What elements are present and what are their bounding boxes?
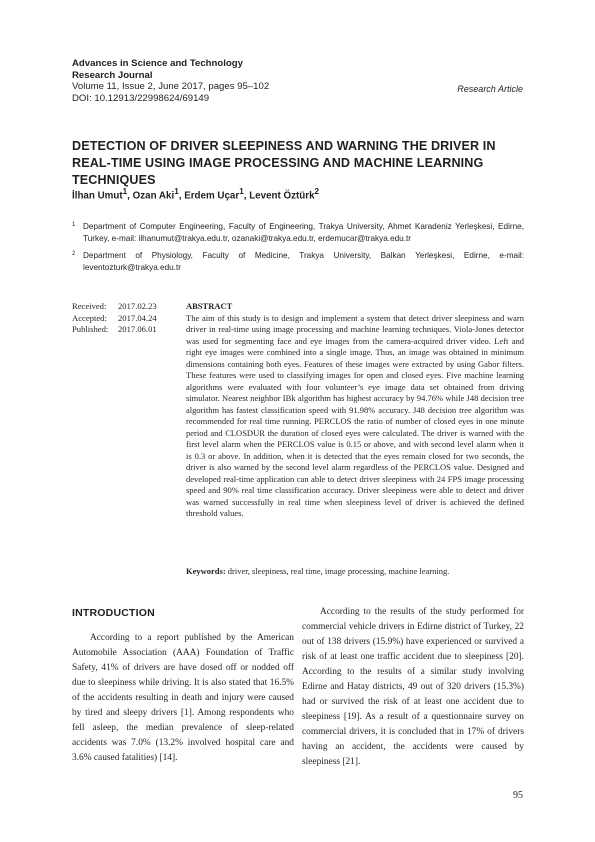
date-value: 2017.02.23 [118,301,157,311]
page-number: 95 [513,790,523,801]
date-published [72,324,157,336]
author-name: Levent Öztürk [249,190,315,202]
date-label: Received: [72,301,107,311]
date-accepted [72,313,157,325]
article-type: Research Article [457,84,523,94]
paragraph: According to the results of the study performed for commercial vehicle drivers in Edirne district of Turkey, 22 out of 138 drivers (15.9%) have experienced or survived a risk of at least one traffic accident due to sleepiness [20]. According to the results of a similar study involving Edirne and Hatay districts, 49 out of 320 drivers (15.3%) had or survived the risk of at least one accident due to sleepiness [19]. As a result of a questionnaire survey on commercial drivers, it is concluded that in 17% of drivers having an accident, the accidents were caused by sleepiness [21]. [302,607,524,767]
date-value: 2017.04.24 [118,312,157,323]
author-affiliation-mark: 1 [122,187,128,196]
author-affiliation-mark: 2 [314,187,320,196]
author-name: Ozan Aki [132,190,175,202]
affiliation-number: 1 [72,222,76,228]
journal-name-line1: Advances in Science and Technology [72,58,243,69]
date-label: Published: [72,324,109,335]
author-separator: , [178,190,185,202]
keywords-text: driver, sleepiness, real time, image processing, machine learning. [225,566,450,576]
author-separator: , [243,190,250,202]
journal-volume: Volume 11, Issue 2, June 2017, pages 95–102 [72,81,270,93]
abstract-text: The aim of this study is to design and implement a system that detect driver sleepiness and warn driver in real-time using image processing and machine learning techniques. Viola-Jones detector was used for segmenting face and eye images from the camera-acquired driver video. Left and right eye images were combined into a single image. Thus, an image was obtained in minimum dimensions containing both eyes. Features of these images were extracted by using Gabor filters. These features were used to classifying images for open and closed eyes. Five machine learning algorithms were evaluated with four volunteer’s eye image data set obtained from driving simulator. Nearest neighbor IBk algorithm has highest accuracy by 94.76% while J48 decision tree algorithm has fastest classification speed with 91.98% accuracy. J48 decision tree algorithm was recommended for real time running. PERCLOS the ratio of number of closed eyes in one minute period and CLOSDUR the duration of closed eyes were calculated. The driver is warned with the first level alarm when the PERCLOS value is 0.15 or above, and with second level alarm when it is 0.3 or above. In addition, when it is detected that the eyes remain closed for two seconds, the driver is also warned by the second level alarm regardless of the PERCLOS value. Designed and developed real-time application can able to detect driver sleepiness with 24 FPS image processing speed and 90% real time classification accuracy. Driver sleepiness were able to detect and driver was warned successfully in real time when sleepiness level of driver is achieved the defined threshold values. [186,312,524,518]
date-label: Accepted: [72,312,107,323]
body-column-left [72,631,294,766]
author-list [72,187,319,201]
body-column-right [302,605,524,770]
journal-doi: DOI: 10.12913/22998624/69149 [72,92,210,104]
article-dates [72,301,157,336]
affiliation-number: 2 [72,251,76,257]
section-heading-introduction: INTRODUCTION [72,607,155,619]
paper-title: DETECTION OF DRIVER SLEEPINESS AND WARNING THE DRIVER IN REAL-TIME USING IMAGE PROCESSING AND MACHINE LEARNING TECHNIQUES [72,139,496,187]
affiliation-text: Department of Computer Engineering, Faculty of Engineering, Trakya University, Ahmet Karadeniz Yerleşkesi, Edirne, Turkey, e-mail: ilhanumut@trakya.edu.tr, ozanaki@trakya.edu.tr, erdemucar@trakya.edu.tr [83,222,524,243]
abstract-heading: ABSTRACT [186,301,233,311]
journal-name-line2: Research Journal [72,69,153,81]
abstract [186,301,524,520]
author-separator: , [127,190,133,202]
affiliation-text: Department of Physiology, Faculty of Medicine, Trakya University, Balkan Yerleşkesi, Edirne, e-mail: leventozturk@trakya.edu.tr [83,251,524,272]
affiliation [72,250,524,274]
author-name: İlhan Umut [72,190,123,202]
date-value: 2017.06.01 [118,324,157,335]
date-received [72,301,157,313]
paragraph: According to a report published by the American Automobile Association (AAA) Foundation of Traffic Safety, 41% of drivers are have dosed off or nodded off due to sleepiness while driving. It is also stated that 16.5% of the accidents resulting in death and injury were caused by tired and sleepy drivers [1]. Among respondents who fell asleep, the median prevalence of sleep-related accidents was 7.0% (13.2% involved hospital care and 3.6% caused fatalities) [14]. [72,633,294,763]
keywords-label: Keywords: [186,566,226,576]
keywords [186,566,524,576]
journal-info [72,58,269,104]
affiliation [72,221,524,245]
author-affiliation-mark: 1 [174,187,179,196]
author-affiliation-mark: 1 [239,187,244,196]
author-name: Erdem Uçar [184,190,240,202]
